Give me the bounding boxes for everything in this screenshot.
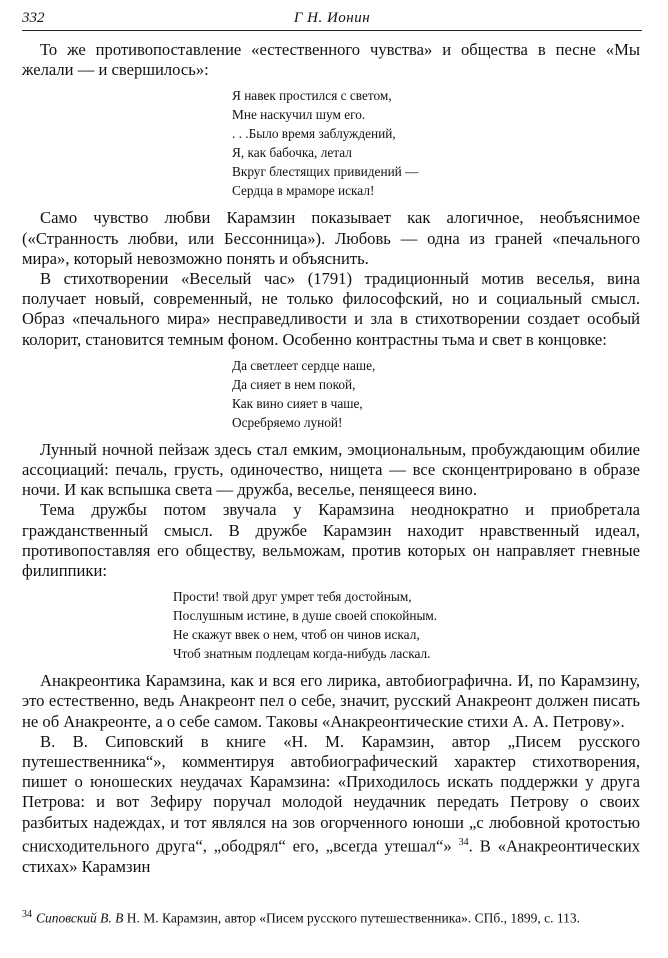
verse-line: Послушным истине, в душе своей спокойным.: [173, 608, 438, 624]
paragraph-5: Тема дружбы потом звучала у Карамзина неоднократно и приобретала гражданственный смысл. В дружбе Карамзин находит нравственный идеал, противопоставляя его обществу, вельможам, против которых он направляет гневные филиппики:: [22, 500, 640, 581]
verse-line: Сердца в мраморе искал!: [232, 183, 375, 199]
verse-line: Да сияет в нем покой,: [232, 376, 356, 392]
verse-line: Чтоб знатным подлецам когда-нибудь ласкал.: [173, 646, 431, 662]
paragraph-7-text: В. В. Сиповский в книге «Н. М. Карамзин, автор „Писем русского путешественника“», комментируя автобиографический характер стихотворения, пишет о юношеских неудачах Карамзина: «Приходилось искать поддержки у друга Петрова: и вот Зефиру поручал молодой неудачник передать Петрову о своих разбитых надеждах, и тот являлся на зов огорченного юноши „с любовной кротостью снисходительного друга“, „ободрял“ его, „всегда утешал“»: [22, 731, 640, 856]
verse-line: Мне наскучил шум его.: [232, 107, 366, 123]
paragraph-7-text-end: . В «Анакреонтических стихах» Карамзин: [22, 836, 640, 876]
footnote-author: Сиповский В. В: [36, 910, 124, 926]
paragraph-1: То же противопоставление «естественного чувства» и общества в песне «Мы желали — и свершилось»:: [22, 40, 640, 80]
page-body: [22, 40, 640, 877]
verse-line: Да светлеет сердце наше,: [232, 357, 376, 373]
verse-line: Вкруг блестящих привидений —: [232, 164, 419, 180]
verse-2: [22, 356, 640, 432]
paragraph-2: Само чувство любви Карамзин показывает как алогичное, необъяснимое («Странность любви, или Бессонница»). Любовь — одна из граней «печального мира», который невозможно понять и объяснить.: [22, 208, 640, 268]
verse-line: Я навек простился с светом,: [232, 88, 392, 104]
paragraph-4: Лунный ночной пейзаж здесь стал емким, эмоциональным, пробуждающим обилие ассоциаций: печаль, грусть, одиночество, нищета — все сконцентрировано в образе ночи. И как вспышка света — дружба, веселье, пенящееся вино.: [22, 439, 640, 500]
verse-line: Прости! твой друг умрет тебя достойным,: [173, 589, 412, 605]
verse-3: [22, 587, 640, 663]
verse-line: . . .Было время заблуждений,: [232, 126, 396, 142]
verse-1: [22, 86, 640, 200]
verse-line: Я, как бабочка, летал: [232, 145, 352, 161]
paragraph-3: В стихотворении «Веселый час» (1791) традиционный мотив веселья, вина получает новый, современный, не только философский, но и социальный смысл. Образ «печального мира» несправедливости и зла в стихотворении создает особый колорит, становится темным фоном. Особенно контрастны тьма и свет в концовке:: [22, 269, 640, 349]
paragraph-6: Анакреонтика Карамзина, как и вся его лирика, автобиографична. И, по Карамзину, это естественно, ведь Анакреонт пел о себе, значит, русский Анакреонт должен писать не об Анакреонте, а о себе самом. Таковы «Анакреонтические стихи А. А. Петрову».: [22, 671, 640, 731]
verse-line: Не скажут ввек о нем, чтоб он чинов искал,: [173, 627, 420, 643]
footnote: [22, 906, 640, 927]
footnote-text: Н. М. Карамзин, автор «Писем русского путешественника». СПб., 1899, с. 113.: [123, 910, 580, 926]
paragraph-7: [22, 732, 640, 877]
running-head: Г Н. Ионин: [293, 10, 371, 26]
verse-line: Осребряемо луной!: [232, 414, 343, 430]
page-header: [22, 10, 642, 31]
footnote-number: 34: [22, 909, 32, 920]
verse-line: Как вино сияет в чаше,: [232, 395, 363, 411]
footnote-reference: 34: [458, 836, 469, 848]
page-number: 332: [22, 10, 45, 26]
